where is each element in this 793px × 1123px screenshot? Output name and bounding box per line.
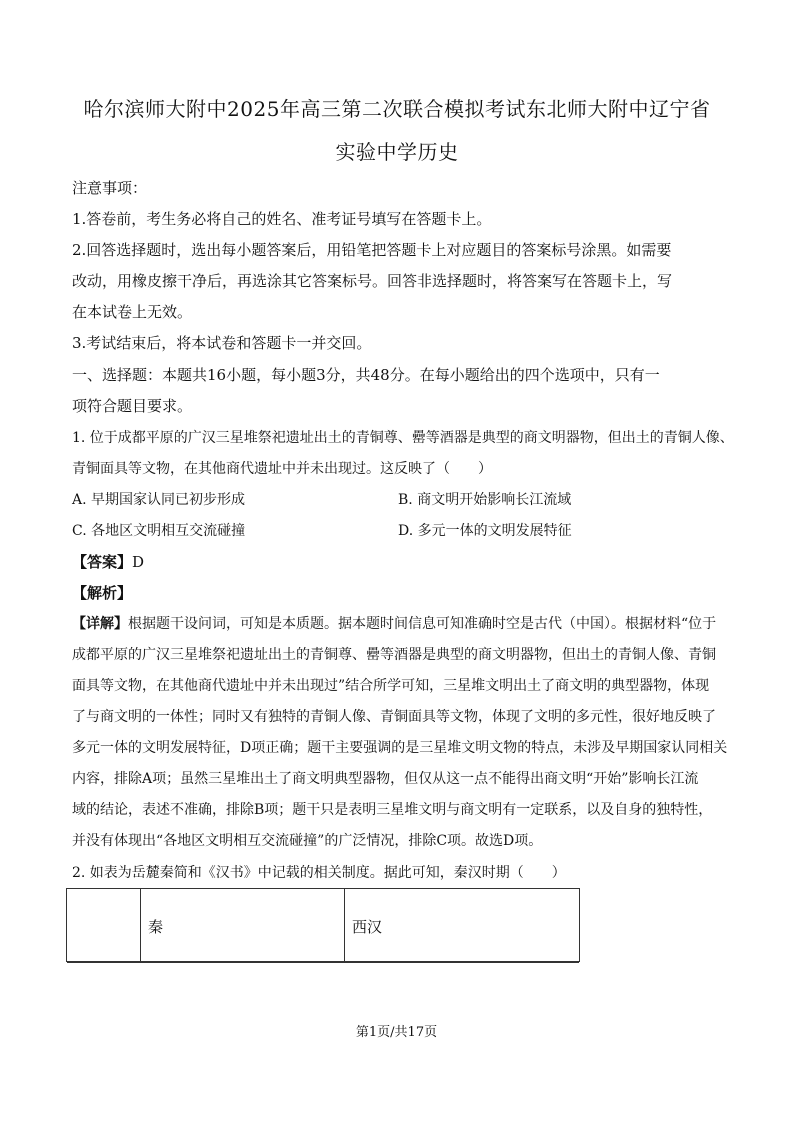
section-heading-line1: 一、选择题：本题共16小题，每小题3分，共48分。在每小题给出的四个选项中，只有一 (72, 366, 660, 384)
detail-tag: 【详解】 (72, 616, 128, 632)
table-bottom-rule (67, 962, 579, 963)
q1-option-d: D. 多元一体的文明发展特征 (398, 523, 572, 539)
notice-item-1: 1.答卷前，考生务必将自己的姓名、准考证号填写在答题卡上。 (72, 210, 492, 228)
answer-value: D (132, 553, 145, 571)
q1-answer (72, 553, 144, 571)
notice-item-2-line3: 在本试卷上无效。 (72, 303, 193, 321)
q1-detail-line6: 内容，排除A项；虽然三星堆出土了商文明典型器物，但仅从这一点不能得出商文明“开始”影响长江流 (72, 771, 699, 787)
analysis-tag: 【解析】 (72, 584, 133, 602)
notice-item-2-line1: 2.回答选择题时，选出每小题答案后，用铅笔把答题卡上对应题目的答案标号涂黑。如需要 (72, 241, 672, 259)
answer-tag: 【答案】 (72, 553, 133, 571)
q1-detail-line1 (72, 615, 716, 633)
q1-option-c: C. 各地区文明相互交流碰撞 (72, 523, 246, 539)
q1-detail-line4: 了与商文明的一体性；同时又有独特的青铜人像、青铜面具等文物，体现了文明的多元性，很好地反映了 (72, 709, 716, 725)
notice-heading: 注意事项： (72, 179, 148, 197)
table-divider-2 (344, 889, 345, 961)
page-title-line2: 实验中学历史 (335, 140, 459, 164)
notice-item-3: 3.考试结束后，将本试卷和答题卡一并交回。 (72, 334, 372, 352)
notice-item-2-line2: 改动，用橡皮擦干净后，再选涂其它答案标号。回答非选择题时，将答案写在答题卡上，写 (72, 272, 673, 290)
q1-detail-line3: 面具等文物，在其他商代遗址中并未出现过”结合所学可知，三星堆文明出土了商文明的典型器物，体现 (72, 678, 710, 694)
q2-table (66, 888, 580, 962)
table-header-western-han: 西汉 (352, 918, 383, 936)
q1-detail-line8: 并没有体现出“各地区文明相互交流碰撞”的广泛情况，排除C项。故选D项。 (72, 833, 543, 849)
q1-detail-line7: 域的结论，表述不准确，排除B项；题干只是表明三星堆文明与商文明有一定联系，以及自身的独特性， (72, 802, 713, 818)
page-number: 第1页/共17页 (355, 1025, 438, 1040)
q2-stem: 2. 如表为岳麓秦简和《汉书》中记载的相关制度。据此可知，秦汉时期（ ） (72, 865, 566, 881)
q1-detail-line5: 多元一体的文明发展特征，D项正确；题干主要强调的是三星堆文明文物的特点，未涉及早期国家认同相关 (72, 740, 728, 756)
q1-detail-line2: 成都平原的广汉三星堆祭祀遗址出土的青铜尊、罍等酒器是典型的商文明器物，但出土的青铜人像、青铜 (72, 647, 716, 663)
q1-option-b: B. 商文明开始影响长江流域 (398, 492, 572, 508)
page-title-line1: 哈尔滨师大附中2025年高三第二次联合模拟考试东北师大附中辽宁省 (83, 97, 711, 121)
table-header-qin: 秦 (148, 918, 164, 936)
detail-text-1: 根据题干设问词，可知是本质题。据本题时间信息可知准确时空是古代（中国）。根据材料“位于 (128, 616, 717, 632)
q1-stem-line2: 青铜面具等文物，在其他商代遗址中并未出现过。这反映了（ ） (72, 461, 492, 477)
table-divider-1 (140, 889, 141, 961)
section-heading-line2: 项符合题目要求。 (72, 397, 193, 415)
q1-stem-line1: 1. 位于成都平原的广汉三星堆祭祀遗址出土的青铜尊、罍等酒器是典型的商文明器物，但出土的青铜人像、 (72, 430, 734, 446)
q1-option-a: A. 早期国家认同已初步形成 (72, 492, 246, 508)
